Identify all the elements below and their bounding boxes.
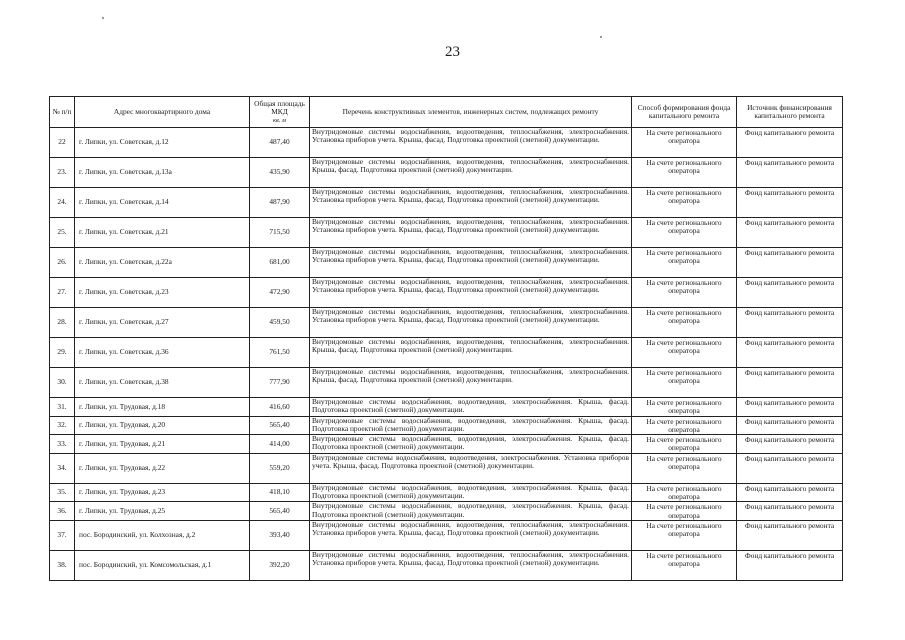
scan-speck [102, 17, 104, 19]
row-area: 559,20 [250, 453, 310, 483]
row-funding-method: На счете регионального оператора [632, 520, 737, 550]
row-area: 418,10 [250, 483, 310, 502]
row-number: 26. [50, 248, 75, 278]
row-number: 27. [50, 278, 75, 308]
row-address: г. Липки, ул. Трудовая, д.25 [75, 502, 250, 521]
table-row [50, 502, 843, 521]
row-funding-method: На счете регионального оператора [632, 483, 737, 502]
row-works: Внутридомовые системы водоснабжения, водоотведения, теплоснабжения, электроснабжения. Установка приборов учета. Крыша, фасад. Подготовка проектной (сметной) документации. [310, 550, 632, 580]
row-area: 715,50 [250, 218, 310, 248]
row-address: г. Липки, ул. Советская, д.38 [75, 368, 250, 398]
header-method: Способ формирования фонда капитального ремонта [632, 97, 737, 128]
row-number: 37. [50, 520, 75, 550]
row-funding-method: На счете регионального оператора [632, 278, 737, 308]
row-funding-method: На счете регионального оператора [632, 158, 737, 188]
row-works: Внутридомовые системы водоснабжения, водоотведения, электроснабжения. Крыша, фасад. Подготовка проектной (сметной) документации. [310, 398, 632, 417]
row-address: г. Липки, ул. Трудовая, д.18 [75, 398, 250, 417]
row-address: г. Липки, ул. Советская, д.27 [75, 308, 250, 338]
row-address: г. Липки, ул. Советская, д.36 [75, 338, 250, 368]
row-area: 487,40 [250, 128, 310, 158]
row-number: 24. [50, 188, 75, 218]
row-works: Внутридомовые системы водоснабжения, водоотведения, теплоснабжения, электроснабжения. Установка приборов учета. Крыша, фасад. Подготовка проектной (сметной) документации. [310, 218, 632, 248]
row-funding-method: На счете регионального оператора [632, 248, 737, 278]
row-number: 31. [50, 398, 75, 417]
row-funding-source: Фонд капитального ремонта [737, 435, 843, 454]
row-area: 761,50 [250, 338, 310, 368]
row-area: 487,90 [250, 188, 310, 218]
row-funding-source: Фонд капитального ремонта [737, 188, 843, 218]
row-funding-source: Фонд капитального ремонта [737, 453, 843, 483]
table-row [50, 416, 843, 435]
row-number: 25. [50, 218, 75, 248]
row-works: Внутридомовые системы водоснабжения, водоотведения, теплоснабжения, электроснабжения. Установка приборов учета. Крыша, фасад. Подготовка проектной (сметной) документации. [310, 308, 632, 338]
row-funding-source: Фонд капитального ремонта [737, 398, 843, 417]
row-number: 34. [50, 453, 75, 483]
row-funding-source: Фонд капитального ремонта [737, 338, 843, 368]
row-works: Внутридомовые системы водоснабжения, водоотведения, электроснабжения. Крыша, фасад. Подготовка проектной (сметной) документации. [310, 416, 632, 435]
row-funding-source: Фонд капитального ремонта [737, 158, 843, 188]
row-area: 681,00 [250, 248, 310, 278]
row-address: г. Липки, ул. Трудовая, д.22 [75, 453, 250, 483]
row-funding-method: На счете регионального оператора [632, 502, 737, 521]
row-area: 565,40 [250, 502, 310, 521]
table-row [50, 338, 843, 368]
row-funding-source: Фонд капитального ремонта [737, 308, 843, 338]
row-area: 472,90 [250, 278, 310, 308]
row-works: Внутридомовые системы водоснабжения, водоотведения, электроснабжения. Крыша, фасад. Подготовка проектной (сметной) документации. [310, 435, 632, 454]
row-address: г. Липки, ул. Советская, д.12 [75, 128, 250, 158]
row-address: г. Липки, ул. Советская, д.21 [75, 218, 250, 248]
row-address: пос. Бородинский, ул. Комсомольская, д.1 [75, 550, 250, 580]
row-funding-method: На счете регионального оператора [632, 128, 737, 158]
row-area: 392,20 [250, 550, 310, 580]
row-number: 23. [50, 158, 75, 188]
row-works: Внутридомовые системы водоснабжения, водоотведения, теплоснабжения, электроснабжения. Крыша, фасад. Подготовка проектной (сметной) документации. [310, 158, 632, 188]
row-address: г. Липки, ул. Трудовая, д.20 [75, 416, 250, 435]
table-row [50, 128, 843, 158]
table-row [50, 453, 843, 483]
row-funding-method: На счете регионального оператора [632, 338, 737, 368]
row-funding-method: На счете регионального оператора [632, 416, 737, 435]
row-address: пос. Бородинский, ул. Колхозная, д.2 [75, 520, 250, 550]
row-funding-method: На счете регионального оператора [632, 398, 737, 417]
header-source: Источник финансирования капитального ремонта [737, 97, 843, 128]
page-number: 23 [445, 44, 460, 60]
table-row [50, 248, 843, 278]
repair-table [49, 96, 843, 581]
table-row [50, 218, 843, 248]
row-area: 777,90 [250, 368, 310, 398]
row-area: 435,90 [250, 158, 310, 188]
header-works: Перечень конструктивных элементов, инженерных систем, подлежащих ремонту [310, 97, 632, 128]
row-number: 35. [50, 483, 75, 502]
row-area: 414,00 [250, 435, 310, 454]
header-area-label: Общая площадь МКД [254, 99, 305, 117]
row-funding-source: Фонд капитального ремонта [737, 368, 843, 398]
row-funding-method: На счете регионального оператора [632, 550, 737, 580]
row-address: г. Липки, ул. Советская, д.23 [75, 278, 250, 308]
row-number: 38. [50, 550, 75, 580]
row-address: г. Липки, ул. Советская, д.13а [75, 158, 250, 188]
table-header-row [50, 97, 843, 128]
row-works: Внутридомовые системы водоснабжения, водоотведения, теплоснабжения, электроснабжения. Установка приборов учета. Крыша, фасад. Подготовка проектной (сметной) документации. [310, 278, 632, 308]
row-number: 28. [50, 308, 75, 338]
row-address: г. Липки, ул. Трудовая, д.21 [75, 435, 250, 454]
row-area: 459,50 [250, 308, 310, 338]
row-works: Внутридомовые системы водоснабжения, водоотведения, теплоснабжения, электроснабжения. Крыша, фасад. Подготовка проектной (сметной) документации. [310, 368, 632, 398]
row-funding-method: На счете регионального оператора [632, 308, 737, 338]
row-funding-source: Фонд капитального ремонта [737, 218, 843, 248]
row-number: 29. [50, 338, 75, 368]
row-funding-source: Фонд капитального ремонта [737, 502, 843, 521]
row-works: Внутридомовые системы водоснабжения, водоотведения, теплоснабжения, электроснабжения. Установка приборов учета. Крыша, фасад. Подготовка проектной (сметной) документации. [310, 520, 632, 550]
row-funding-method: На счете регионального оператора [632, 368, 737, 398]
row-funding-method: На счете регионального оператора [632, 188, 737, 218]
row-funding-method: На счете регионального оператора [632, 218, 737, 248]
table-body [50, 128, 843, 581]
table-row [50, 483, 843, 502]
row-works: Внутридомовые системы водоснабжения, водоотведения, электроснабжения. Установка приборов учета. Крыша, фасад. Подготовка проектной (сметной) документации. [310, 453, 632, 483]
row-works: Внутридомовые системы водоснабжения, водоотведения, теплоснабжения, электроснабжения. Установка приборов учета. Крыша, фасад. Подготовка проектной (сметной) документации. [310, 128, 632, 158]
row-funding-method: На счете регионального оператора [632, 453, 737, 483]
row-works: Внутридомовые системы водоснабжения, водоотведения, теплоснабжения, электроснабжения. Установка приборов учета. Крыша, фасад. Подготовка проектной (сметной) документации. [310, 188, 632, 218]
table-row [50, 398, 843, 417]
row-funding-source: Фонд капитального ремонта [737, 483, 843, 502]
table-row [50, 278, 843, 308]
row-number: 22 [50, 128, 75, 158]
header-num: № п/п [50, 97, 75, 128]
row-works: Внутридомовые системы водоснабжения, водоотведения, электроснабжения. Крыша, фасад. Подготовка проектной (сметной) документации. [310, 502, 632, 521]
row-number: 36. [50, 502, 75, 521]
row-works: Внутридомовые системы водоснабжения, водоотведения, теплоснабжения, электроснабжения. Крыша, фасад. Подготовка проектной (сметной) документации. [310, 338, 632, 368]
row-number: 33. [50, 435, 75, 454]
row-area: 416,60 [250, 398, 310, 417]
header-address: Адрес многоквартирного дома [75, 97, 250, 128]
row-funding-source: Фонд капитального ремонта [737, 248, 843, 278]
row-area: 393,40 [250, 520, 310, 550]
header-area-unit: кв. м [272, 116, 287, 124]
scan-speck [600, 36, 602, 38]
repair-table-container [49, 96, 842, 581]
table-row [50, 520, 843, 550]
row-address: г. Липки, ул. Советская, д.14 [75, 188, 250, 218]
row-works: Внутридомовые системы водоснабжения, водоотведения, теплоснабжения, электроснабжения. Установка приборов учета. Крыша, фасад. Подготовка проектной (сметной) документации. [310, 248, 632, 278]
row-funding-source: Фонд капитального ремонта [737, 520, 843, 550]
row-funding-source: Фонд капитального ремонта [737, 278, 843, 308]
row-funding-source: Фонд капитального ремонта [737, 550, 843, 580]
row-funding-method: На счете регионального оператора [632, 435, 737, 454]
row-number: 32. [50, 416, 75, 435]
row-area: 565,40 [250, 416, 310, 435]
row-works: Внутридомовые системы водоснабжения, водоотведения, электроснабжения. Крыша, фасад. Подготовка проектной (сметной) документации. [310, 483, 632, 502]
header-area [250, 97, 310, 128]
table-row [50, 435, 843, 454]
table-row [50, 308, 843, 338]
table-row [50, 368, 843, 398]
table-row [50, 158, 843, 188]
row-address: г. Липки, ул. Советская, д.22а [75, 248, 250, 278]
table-row [50, 188, 843, 218]
row-address: г. Липки, ул. Трудовая, д.23 [75, 483, 250, 502]
table-row [50, 550, 843, 580]
row-number: 30. [50, 368, 75, 398]
row-funding-source: Фонд капитального ремонта [737, 416, 843, 435]
row-funding-source: Фонд капитального ремонта [737, 128, 843, 158]
